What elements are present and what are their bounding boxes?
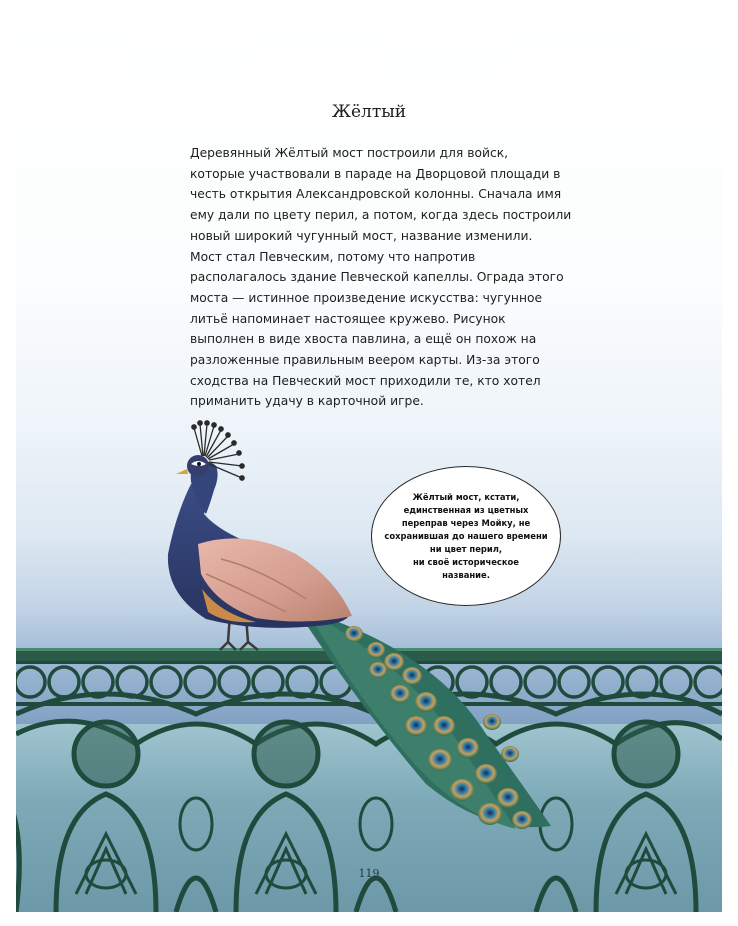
- body-line: моста — истинное произведение искусства: чугунное: [190, 290, 543, 305]
- bubble-line: Жёлтый мост, кстати,: [412, 491, 520, 502]
- body-paragraph: [190, 143, 570, 412]
- body-line: которые участвовали в параде на Дворцовой площади в: [190, 166, 561, 181]
- peacock-tail: [306, 614, 551, 829]
- peacock-body: [168, 421, 352, 628]
- body-line: честь открытия Александровской колонны. Сначала имя: [190, 187, 562, 202]
- body-line: разложенные правильным веером карты. Из-за этого: [190, 353, 540, 368]
- body-line: литьё напоминает настоящее кружево. Рисунок: [190, 311, 506, 326]
- speech-bubble: [371, 466, 561, 606]
- body-line: новый широкий чугунный мост, название изменили.: [190, 228, 533, 243]
- book-page: [16, 14, 722, 912]
- body-line: Деревянный Жёлтый мост построили для войск,: [190, 146, 509, 160]
- body-line: Мост стал Певческим, потому что напротив: [190, 249, 476, 264]
- page-number: 119: [358, 867, 380, 880]
- bubble-line: название.: [442, 569, 490, 580]
- bubble-line: переправ через Мойку, не: [401, 517, 531, 528]
- speech-bubble-text: [384, 491, 547, 582]
- body-line: приманить удачу в карточной игре.: [190, 394, 424, 409]
- body-line: сходства на Певческий мост приходили те, кто хотел: [190, 373, 541, 388]
- bubble-line: ни своё историческое: [412, 556, 519, 567]
- body-line: располагалось здание Певческой капеллы. Ограда этого: [190, 270, 564, 285]
- section-title: Жёлтый: [331, 102, 407, 122]
- body-line: выполнен в виде хвоста павлина, а ещё он похож на: [190, 332, 537, 347]
- bubble-line: ни цвет перил,: [429, 543, 503, 554]
- bubble-line: сохранившая до нашего времени: [384, 530, 548, 541]
- body-line: ему дали по цвету перил, а потом, когда здесь построили: [190, 208, 572, 223]
- bubble-line: единственная из цветных: [403, 504, 529, 515]
